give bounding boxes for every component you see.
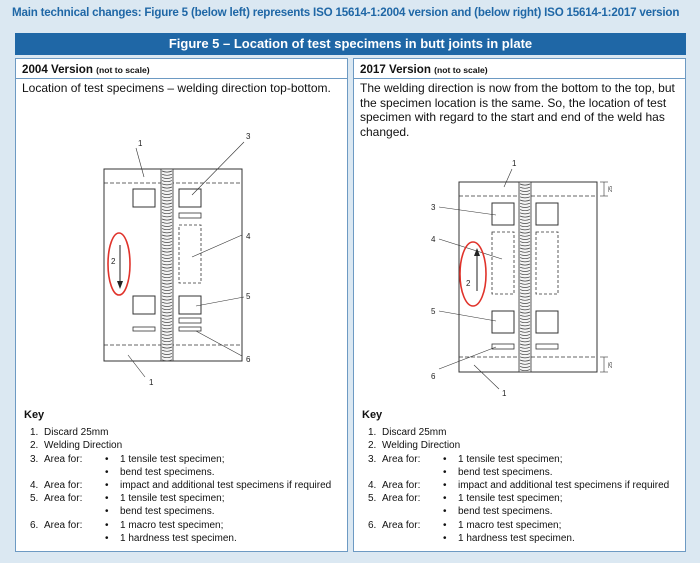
key-bullet: •: [105, 479, 109, 491]
key-text: impact and additional test specimens if required: [120, 479, 332, 491]
specimen-area-3: [536, 203, 558, 225]
key-label: Area for:: [44, 479, 83, 491]
key-text: 1 tensile test specimen;: [120, 453, 225, 465]
specimen-area-6-left: [133, 327, 155, 331]
key-bullet: •: [443, 453, 447, 465]
key-text: 1 hardness test specimen.: [458, 532, 575, 544]
key-row: [24, 479, 344, 492]
key-label: Welding Direction: [44, 440, 123, 452]
key-number: 4.: [368, 479, 377, 491]
key-text: 1 tensile test specimen;: [120, 493, 225, 505]
key-row: [24, 505, 344, 518]
key-title: Key: [362, 409, 383, 421]
key-text: bend test specimens.: [120, 466, 215, 478]
leader-6: [196, 331, 242, 356]
specimen-area-4-left: [492, 232, 514, 294]
label-3: 3: [246, 132, 251, 141]
key-text: bend test specimens.: [458, 466, 553, 478]
key-row: [362, 439, 682, 452]
key-label: Area for:: [44, 519, 83, 531]
dimension-25-top: 25: [608, 185, 614, 192]
key-bullet: •: [443, 493, 447, 505]
specimen-area-3-strip: [179, 213, 201, 218]
key-label: Discard 25mm: [44, 427, 109, 439]
label-1-bottom: 1: [149, 378, 154, 387]
key-number: 6.: [30, 519, 39, 531]
specimen-area-5-strip: [179, 318, 201, 323]
specimen-area-4: [179, 225, 201, 283]
dimension-25-bottom: 25: [608, 361, 614, 368]
specimen-area-5-left: [133, 296, 155, 314]
key-row: [362, 466, 682, 479]
specimen-area-5: [179, 296, 201, 314]
specimen-area-3-left: [133, 189, 155, 207]
key-row: [362, 492, 682, 505]
key-number: 1.: [368, 427, 377, 439]
key-text: bend test specimens.: [458, 506, 553, 518]
key-bullet: •: [105, 493, 109, 505]
key-number: 5.: [368, 493, 377, 505]
key-label: Discard 25mm: [382, 427, 447, 439]
key-label: Area for:: [44, 453, 83, 465]
leader-4: [192, 235, 242, 257]
label-4: 4: [431, 235, 436, 244]
key-bullet: •: [443, 532, 447, 544]
key-number: 5.: [30, 493, 39, 505]
key-bullet: •: [105, 466, 109, 478]
specimen-area-5: [536, 311, 558, 333]
label-6: 6: [246, 355, 251, 364]
key-row: [24, 426, 344, 439]
key-row: [24, 439, 344, 452]
label-2: 2: [466, 279, 471, 288]
key-text: 1 hardness test specimen.: [120, 532, 237, 544]
key-row: [24, 492, 344, 505]
label-4: 4: [246, 232, 251, 241]
key-row: [24, 466, 344, 479]
key-bullet: •: [105, 506, 109, 518]
key-text: 1 tensile test specimen;: [458, 493, 563, 505]
key-number: 6.: [368, 519, 377, 531]
leader-3: [439, 207, 496, 215]
key-label: Area for:: [382, 453, 421, 465]
specimen-area-5-left: [492, 311, 514, 333]
specimen-area-6: [536, 344, 558, 349]
key-2004: [24, 409, 344, 545]
panel-description: Location of test specimens – welding direction top-bottom.: [22, 81, 331, 95]
key-number: 3.: [30, 453, 39, 465]
version-label: 2004 Version: [22, 63, 93, 76]
key-2017: [362, 409, 682, 545]
key-text: bend test specimens.: [120, 506, 215, 518]
key-text: impact and additional test specimens if required: [458, 479, 670, 491]
key-text: 1 macro test specimen;: [458, 519, 562, 531]
panel-description: The welding direction is now from the bottom to the top, but the specimen location is the same. So, the location of test specimen with regard to the start and end of the weld has changed.: [360, 81, 675, 139]
label-1-top: 1: [512, 159, 517, 168]
key-row: [362, 532, 682, 545]
label-3: 3: [431, 203, 436, 212]
panel-2004-version: [15, 58, 348, 552]
key-label: Welding Direction: [382, 440, 461, 452]
leader-1-bottom: [474, 365, 499, 389]
key-text: 1 tensile test specimen;: [458, 453, 563, 465]
key-bullet: •: [105, 519, 109, 531]
label-1-top: 1: [138, 139, 143, 148]
key-row: [362, 453, 682, 466]
key-number: 2.: [368, 440, 377, 452]
label-1-bottom: 1: [502, 389, 507, 398]
leader-1-top: [136, 148, 144, 177]
key-bullet: •: [443, 506, 447, 518]
key-list: [24, 426, 344, 545]
label-5: 5: [431, 307, 436, 316]
key-number: 4.: [30, 479, 39, 491]
key-row: [362, 479, 682, 492]
key-bullet: •: [443, 479, 447, 491]
key-label: Area for:: [44, 493, 83, 505]
key-row: [24, 519, 344, 532]
key-row: [362, 505, 682, 518]
leader-1-top: [504, 169, 512, 187]
key-title: Key: [24, 409, 45, 421]
key-bullet: •: [443, 466, 447, 478]
leader-5: [196, 297, 244, 306]
direction-highlight-circle: [460, 242, 486, 306]
key-text: 1 macro test specimen;: [120, 519, 224, 531]
page-heading: Main technical changes: Figure 5 (below left) represents ISO 15614-1:2004 version and (below right) ISO 15614-1:2017 version: [12, 6, 680, 19]
specimen-area-3-left: [492, 203, 514, 225]
specimen-area-6-left: [492, 344, 514, 349]
leader-1-bottom: [128, 355, 145, 377]
label-6: 6: [431, 372, 436, 381]
key-row: [362, 426, 682, 439]
key-row: [24, 532, 344, 545]
specimen-area-6: [179, 327, 201, 331]
leader-5: [439, 311, 496, 321]
key-list: [362, 426, 682, 545]
key-label: Area for:: [382, 519, 421, 531]
specimen-area-3: [179, 189, 201, 207]
key-number: 2.: [30, 440, 39, 452]
panel-2017-version: [353, 58, 686, 552]
arrow-head-down-icon: [117, 281, 123, 289]
version-label: 2017 Version: [360, 63, 431, 76]
diagram-2017: [354, 59, 687, 404]
figure-title-banner: Figure 5 – Location of test specimens in butt joints in plate: [15, 33, 686, 55]
key-number: 3.: [368, 453, 377, 465]
key-row: [24, 453, 344, 466]
key-number: 1.: [30, 427, 39, 439]
label-2: 2: [111, 257, 116, 266]
leader-6: [439, 347, 496, 369]
label-5: 5: [246, 292, 251, 301]
diagram-2004: [16, 59, 349, 404]
key-label: Area for:: [382, 479, 421, 491]
key-label: Area for:: [382, 493, 421, 505]
key-bullet: •: [105, 532, 109, 544]
specimen-area-4: [536, 232, 558, 294]
key-row: [362, 519, 682, 532]
scale-note: (not to scale): [434, 65, 488, 75]
scale-note: (not to scale): [96, 65, 150, 75]
key-bullet: •: [443, 519, 447, 531]
key-bullet: •: [105, 453, 109, 465]
